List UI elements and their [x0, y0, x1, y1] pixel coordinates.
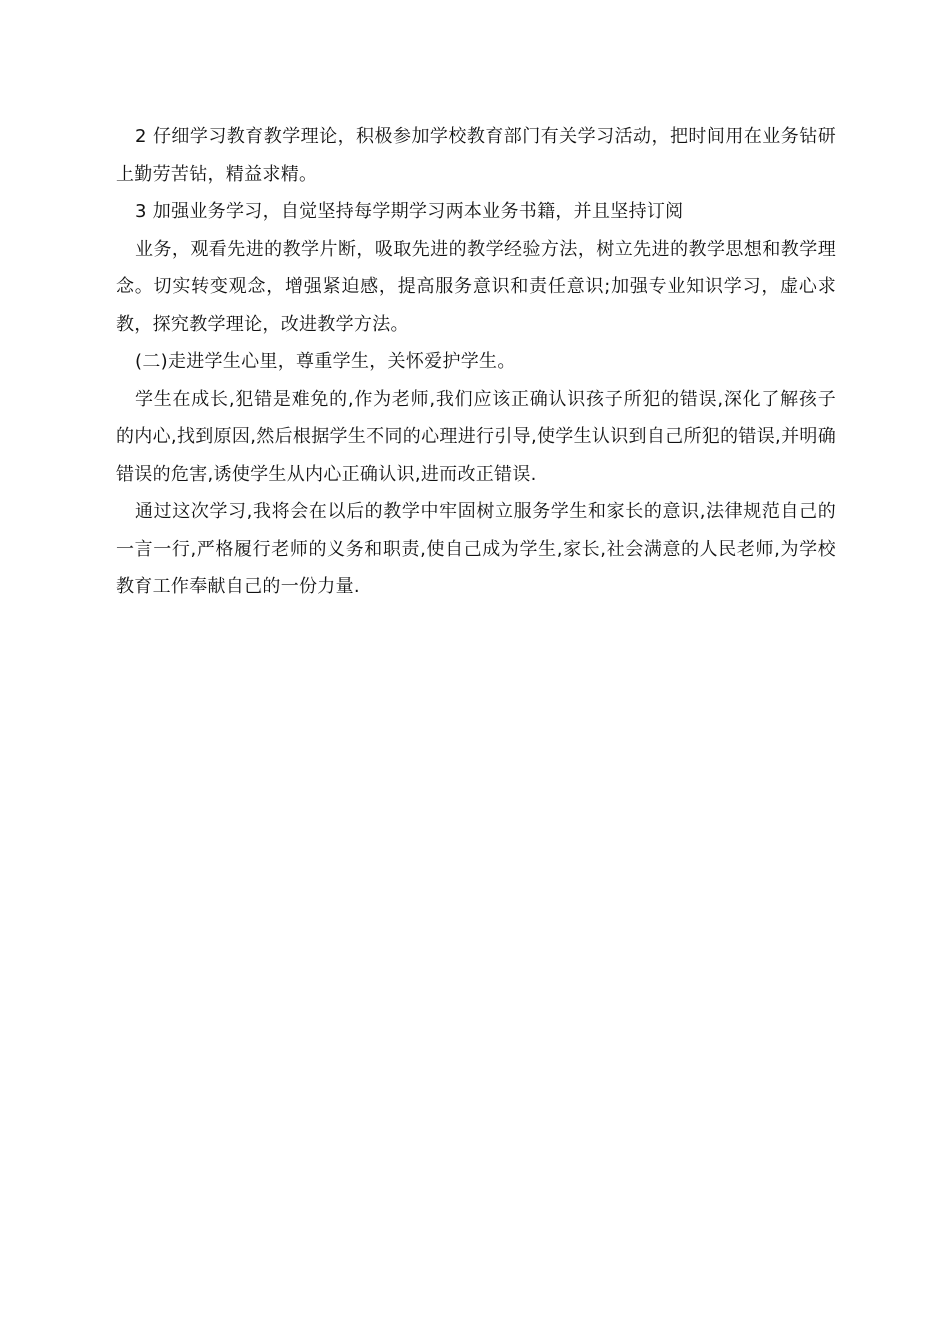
- paragraph-business-continued: 业务，观看先进的教学片断，吸取先进的教学经验方法，树立先进的教学思想和教学理念。切实转变观念，增强紧迫感，提高服务意识和责任意识;加强专业知识学习，虚心求教，探究教学理论，改进教学方法。: [116, 238, 836, 335]
- paragraph-study-theory: 2 仔细学习教育教学理论，积极参加学校教育部门有关学习活动，把时间用在业务钻研上勤劳苦钻，精益求精。: [116, 126, 836, 185]
- paragraph-business-study: 3 加强业务学习，自觉坚持每学期学习两本业务书籍，并且坚持订阅: [135, 201, 684, 222]
- paragraph-section-heading: (二)走进学生心里，尊重学生，关怀爱护学生。: [135, 351, 516, 372]
- paragraph-conclusion: 通过这次学习,我将会在以后的教学中牢固树立服务学生和家长的意识,法律规范自己的一言一行,严格履行老师的义务和职责,使自己成为学生,家长,社会满意的人民老师,为学校教育工作奉献自己的一份力量.: [116, 501, 836, 597]
- paragraph-student-growth: 学生在成长,犯错是难免的,作为老师,我们应该正确认识孩子所犯的错误,深化了解孩子的内心,找到原因,然后根据学生不同的心理进行引导,使学生认识到自己所犯的错误,并明确错误的危害,诱使学生从内心正确认识,进而改正错误.: [116, 388, 836, 485]
- document-body: [116, 118, 836, 606]
